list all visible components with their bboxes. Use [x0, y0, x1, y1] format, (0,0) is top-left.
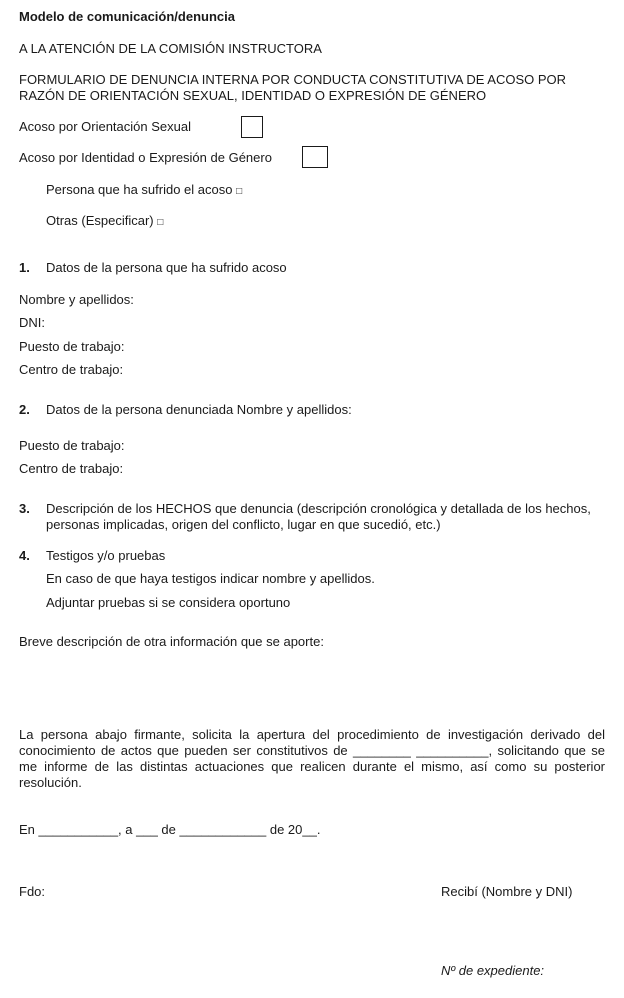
request-line-4: resolución.	[19, 775, 82, 790]
section3-line-2: personas implicadas, origen del conflicto, lugar en que sucedió, etc.)	[46, 517, 441, 532]
identity-checkbox[interactable]	[302, 146, 328, 168]
section3-number: 3.	[19, 501, 30, 516]
section2-job-field[interactable]: Puesto de trabajo:	[19, 438, 125, 453]
file-number-label: Nº de expediente:	[441, 963, 545, 978]
section2-title: Datos de la persona denunciada Nombre y apellidos:	[46, 402, 352, 417]
option-victim-label: Persona que ha sufrido el acoso	[46, 182, 233, 197]
option-victim	[46, 182, 242, 197]
option-identity-label: Acoso por Identidad o Expresión de Género	[19, 150, 272, 165]
section1-workplace-field[interactable]: Centro de trabajo:	[19, 362, 124, 377]
section1-title: Datos de la persona que ha sufrido acoso	[46, 260, 287, 275]
option-other	[46, 213, 163, 228]
request-line-2: conocimiento de actos que pueden ser constitutivos de ________ __________, solicitando que se	[19, 743, 605, 758]
form-title-line-1: FORMULARIO DE DENUNCIA INTERNA POR CONDUCTA CONSTITUTIVA DE ACOSO POR	[19, 72, 567, 87]
section2-number: 2.	[19, 402, 30, 417]
victim-checkbox[interactable]: □	[236, 186, 243, 197]
other-info-label: Breve descripción de otra información que se aporte:	[19, 634, 324, 649]
section4-evidence: Adjuntar pruebas si se considera oportuno	[46, 595, 291, 610]
signature-received: Recibí (Nombre y DNI)	[441, 884, 573, 899]
section1-number: 1.	[19, 260, 30, 275]
other-checkbox[interactable]: □	[157, 217, 164, 228]
signature-fdo: Fdo:	[19, 884, 46, 899]
section3-line-1: Descripción de los HECHOS que denuncia (descripción cronológica y detallada de los hechos,	[46, 501, 591, 516]
section2-workplace-field[interactable]: Centro de trabajo:	[19, 461, 124, 476]
section4-witnesses: En caso de que haya testigos indicar nombre y apellidos.	[46, 571, 375, 586]
option-other-label: Otras (Especificar)	[46, 213, 154, 228]
request-line-3: me informe de las distintas actuaciones que realicen durante el mismo, así como su posterior	[19, 759, 605, 774]
option-orientation-label: Acoso por Orientación Sexual	[19, 119, 191, 134]
attention-line: A LA ATENCIÓN DE LA COMISIÓN INSTRUCTORA	[19, 41, 322, 56]
model-title: Modelo de comunicación/denuncia	[19, 9, 235, 24]
section1-name-field[interactable]: Nombre y apellidos:	[19, 292, 134, 307]
section1-job-field[interactable]: Puesto de trabajo:	[19, 339, 125, 354]
request-line-1: La persona abajo firmante, solicita la apertura del procedimiento de investigación derivado del	[19, 727, 605, 742]
orientation-checkbox[interactable]	[241, 116, 263, 138]
section1-dni-field[interactable]: DNI:	[19, 315, 45, 330]
section4-number: 4.	[19, 548, 30, 563]
section4-title: Testigos y/o pruebas	[46, 548, 166, 563]
date-line[interactable]: En ___________, a ___ de ____________ de 20__.	[19, 822, 321, 837]
form-title-line-2: RAZÓN DE ORIENTACIÓN SEXUAL, IDENTIDAD O EXPRESIÓN DE GÉNERO	[19, 88, 487, 103]
